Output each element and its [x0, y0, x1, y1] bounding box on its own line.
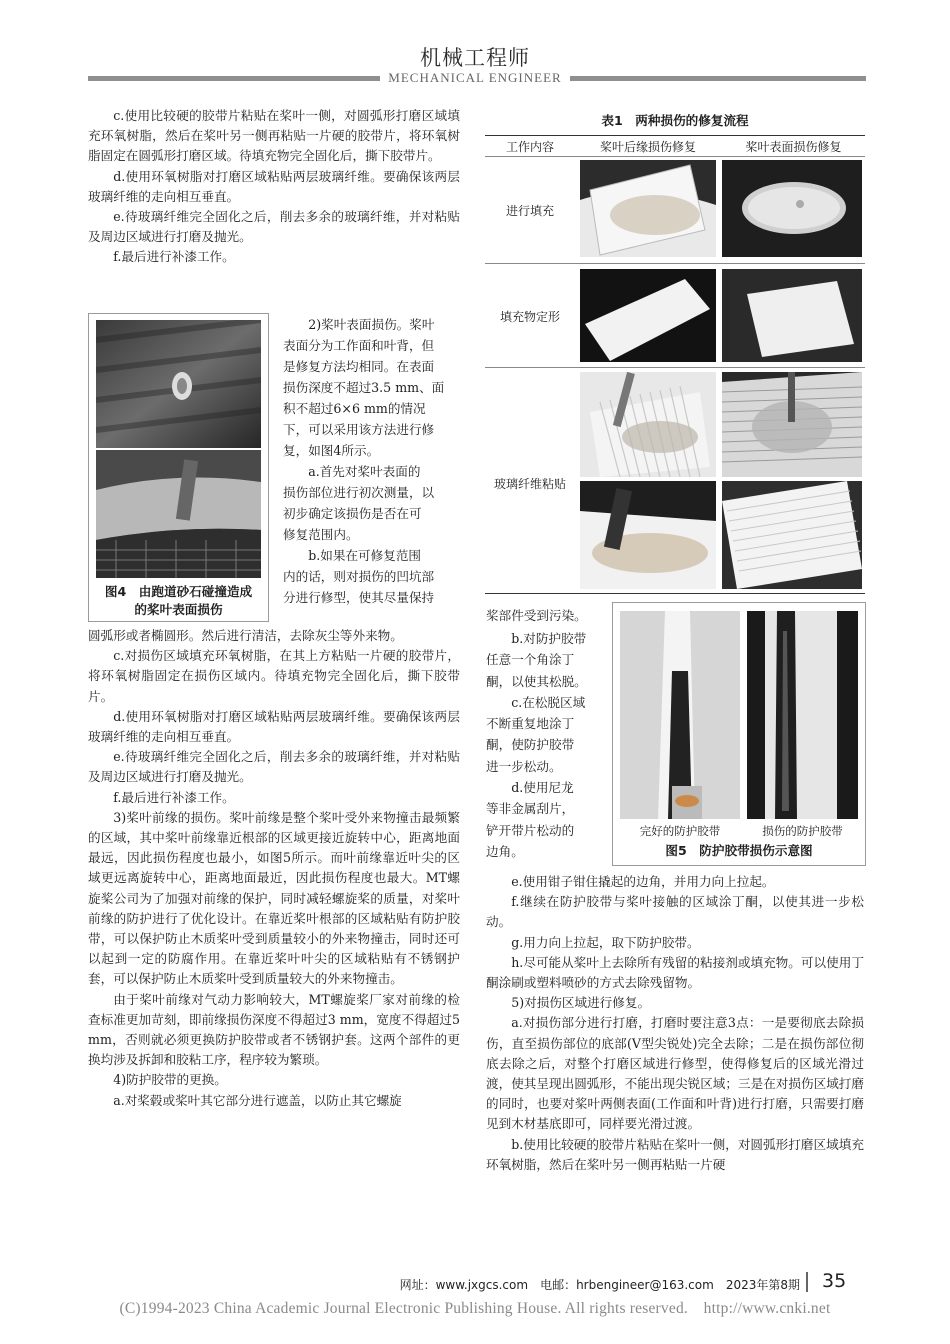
- copyright-notice: (C)1994-2023 China Academic Journal Electronic Publishing House. All rights reserved. http://www.cnki.net: [119, 1300, 831, 1317]
- paragraph: f.继续在防护胶带与桨叶接触的区域涂丁酮，以使其进一步松动。: [486, 894, 864, 930]
- text-line: 分进行修型，使其尽量保持: [283, 590, 435, 605]
- fig5-label-damaged: 损伤的防护胶带: [762, 824, 843, 838]
- text-line: 酮，使防护胶带: [486, 737, 575, 753]
- journal-subtitle: MECHANICAL ENGINEER: [0, 70, 950, 86]
- figure-5: [612, 602, 866, 866]
- fig4-caption-line2: 的桨叶表面损伤: [134, 602, 223, 617]
- text-line: 积不超过6×6 mm的情况: [283, 401, 426, 416]
- table-row-shape: 填充物定形: [499, 310, 560, 324]
- table-rule-top: [485, 135, 865, 136]
- table-row-glass: 玻璃纤维粘贴: [493, 477, 566, 491]
- table-photo-fill-surface: [722, 160, 862, 257]
- paragraph: d.使用环氧树脂对打磨区域粘贴两层玻璃纤维。要确保该两层玻璃纤维的走向相互垂直。: [88, 708, 460, 745]
- text-line: a.首先对桨叶表面的: [308, 464, 421, 479]
- table-header-task: 工作内容: [505, 140, 554, 154]
- fig5-photo-damaged: [747, 611, 858, 819]
- table-photo-shape-surface: [722, 269, 862, 362]
- text-line: 边角。: [486, 843, 524, 859]
- right-side-text: [486, 628, 611, 862]
- table-rule-row1: [485, 263, 865, 264]
- table-rule-bottom: [485, 593, 865, 594]
- text-line: 是修复方法均相同。在表面: [283, 359, 435, 374]
- table-photo-fill-trailing: [580, 160, 716, 257]
- right-body-text: [486, 872, 864, 1175]
- left-body-text: [88, 626, 460, 1111]
- paragraph: f.最后进行补漆工作。: [113, 789, 235, 805]
- table-photo-glass-trailing-2: [580, 481, 716, 589]
- text-line: 不断重复地涂丁: [486, 716, 575, 732]
- table-photo-shape-trailing: [580, 269, 716, 362]
- table-photo-glass-surface-1: [722, 372, 862, 477]
- paragraph: 4)防护胶带的更换。: [113, 1072, 227, 1088]
- text-line: 复，如图4所示。: [283, 443, 380, 458]
- page-number: 35: [822, 1270, 847, 1292]
- table-photo-glass-trailing-1: [580, 372, 716, 477]
- text-line: 损伤部位进行初次测量，以: [283, 485, 435, 500]
- table-photo-glass-surface-2: [722, 481, 862, 589]
- fig5-label-good: 完好的防护胶带: [639, 824, 721, 838]
- paragraph: b.使用比较硬的胶带片粘贴在桨叶一侧，对圆弧形打磨区域填充环氧树脂，然后在桨叶另一侧再粘贴一片硬: [486, 1136, 864, 1172]
- paragraph: e.使用钳子钳住撬起的边角，并用力向上拉起。: [511, 874, 775, 889]
- footer-divider: [806, 1272, 808, 1292]
- text-line: c.在松脱区域: [511, 694, 586, 710]
- journal-title: 机械工程师: [420, 46, 530, 70]
- paragraph: d.使用环氧树脂对打磨区域粘贴两层玻璃纤维。要确保该两层玻璃纤维的走向相互垂直。: [88, 168, 460, 204]
- right-first-line: 桨部件受到污染。: [486, 608, 587, 623]
- text-line: 修复范围内。: [283, 527, 359, 542]
- text-line: 初步确定该损伤是否在可: [283, 506, 422, 521]
- text-line: 下，可以采用该方法进行修: [283, 422, 435, 437]
- paragraph: 5)对损伤区域进行修复。: [511, 995, 651, 1011]
- paragraph: c.对损伤区域填充环氧树脂，在其上方粘贴一片硬的胶带片，将环氧树脂固定在损伤区域内。待填充物完全固化后，撕下胶带片。: [88, 648, 460, 704]
- paragraph: e.待玻璃纤维完全固化之后，削去多余的玻璃纤维，并对粘贴及周边区域进行打磨及抛光。: [88, 209, 460, 245]
- text-line: 任意一个角涂丁: [486, 652, 575, 668]
- paragraph: a.对损伤部分进行打磨，打磨时要注意3点：一是要彻底去除损伤，直至损伤部位的底部(V型尖锐处)完全去除；二是在损伤部位彻底去除之后，对整个打磨区域进行修型，使得修复后的区域光滑过渡，使其呈现出圆弧形，不能出现尖锐区域；三是在对损伤区域打磨的同时，也要对桨叶两侧表面(工作面和叶背)进行打磨，只需要打磨见到木材基底即可，同样要光滑过渡。: [486, 1015, 864, 1132]
- left-side-text: [283, 314, 461, 608]
- paragraph: a.对桨毂或桨叶其它部分进行遮盖，以防止其它螺旋: [113, 1092, 402, 1108]
- left-top-text: [88, 106, 460, 268]
- text-line: 损伤深度不超过3.5 mm、面: [283, 380, 445, 395]
- text-line: 铲开带片松动的: [486, 822, 575, 838]
- paragraph: 圆弧形或者椭圆形。然后进行清洁，去除灰尘等外来物。: [88, 628, 403, 643]
- table1-title: 表1 两种损伤的修复流程: [601, 113, 749, 128]
- paragraph: f.最后进行补漆工作。: [113, 249, 235, 265]
- text-line: d.使用尼龙: [511, 780, 574, 796]
- paragraph: e.待玻璃纤维完全固化之后，削去多余的玻璃纤维，并对粘贴及周边区域进行打磨及抛光。: [88, 749, 460, 785]
- text-line: b.如果在可修复范围: [308, 548, 422, 563]
- text-line: b.对防护胶带: [511, 631, 587, 646]
- paragraph: c.使用比较硬的胶带片粘贴在桨叶一侧，对圆弧形打磨区域填充环氧树脂，然后在桨叶另一侧再粘贴一片硬的胶带片，将环氧树脂固定在圆弧形打磨区域。待填充物完全固化后，撕下胶带片。: [88, 108, 460, 164]
- text-line: 内的话，则对损伤的凹坑部: [283, 569, 435, 584]
- footer-info: 网址：www.jxgcs.com 电邮：hrbengineer@163.com 2023年第8期: [399, 1278, 800, 1292]
- fig5-photo-good: [620, 611, 740, 819]
- text-line: 进一步松动。: [486, 758, 562, 774]
- text-line: 酮，以使其松脱。: [486, 673, 587, 689]
- paragraph: g.用力向上拉起，取下防护胶带。: [511, 934, 700, 950]
- paragraph: 3)桨叶前缘的损伤。桨叶前缘是整个桨叶受外来物撞击最频繁的区域，其中桨叶前缘靠近根部的区域更接近旋转中心，距离地面最远，因此损伤程度也最小，如图5所示。而叶前缘靠近叶尖的区域更远离旋转中心，距离地面最近，因此损伤程度也最大。MT螺旋桨公司为了加强对前缘的保护，同时减轻螺旋桨的质量，对桨叶前缘的防护进行了优化设计。在靠近桨叶根部的区域粘贴有防护胶带，可以保护防止木质桨叶受到质量较小的外来物撞击，同时还可以起到一定的防腐作用。在靠近桨叶叶尖的区域粘贴有不锈钢护套，可以保护防止木质桨叶受到质量较大的外来物撞击。: [88, 809, 460, 987]
- fig4-photo-bottom: [96, 450, 261, 578]
- text-line: 2)桨叶表面损伤。桨叶: [308, 317, 435, 332]
- paragraph: 由于桨叶前缘对气动力影响较大，MT螺旋桨厂家对前缘的检查标准更加苛刻，即前缘损伤深度不得超过3 mm，宽度不得超过5 mm，否则就必须更换防护胶带或者不锈钢护套。这两个部件的更换均涉及拆卸和胶粘工序，程序较为繁琐。: [88, 991, 460, 1068]
- table-rule-head: [485, 156, 865, 157]
- figure-4: [88, 313, 269, 622]
- table-header-surface: 桨叶表面损伤修复: [745, 140, 842, 154]
- paragraph: h.尽可能从桨叶上去除所有残留的粘接剂或填充物。可以使用丁酮涂刷或塑料喷砂的方式去除残留物。: [486, 954, 864, 991]
- text-line: 等非金属刮片，: [486, 801, 575, 817]
- text-line: 表面分为工作面和叶背，但: [283, 338, 435, 353]
- table-rule-row2: [485, 367, 865, 368]
- table-row-fill: 进行填充: [505, 204, 554, 218]
- table-header-trailing: 桨叶后缘损伤修复: [599, 140, 696, 154]
- fig4-photo-top: [96, 320, 261, 448]
- fig4-caption-line1: 图4 由跑道砂石碰撞造成: [104, 584, 253, 599]
- fig5-caption: 图5 防护胶带损伤示意图: [665, 843, 813, 858]
